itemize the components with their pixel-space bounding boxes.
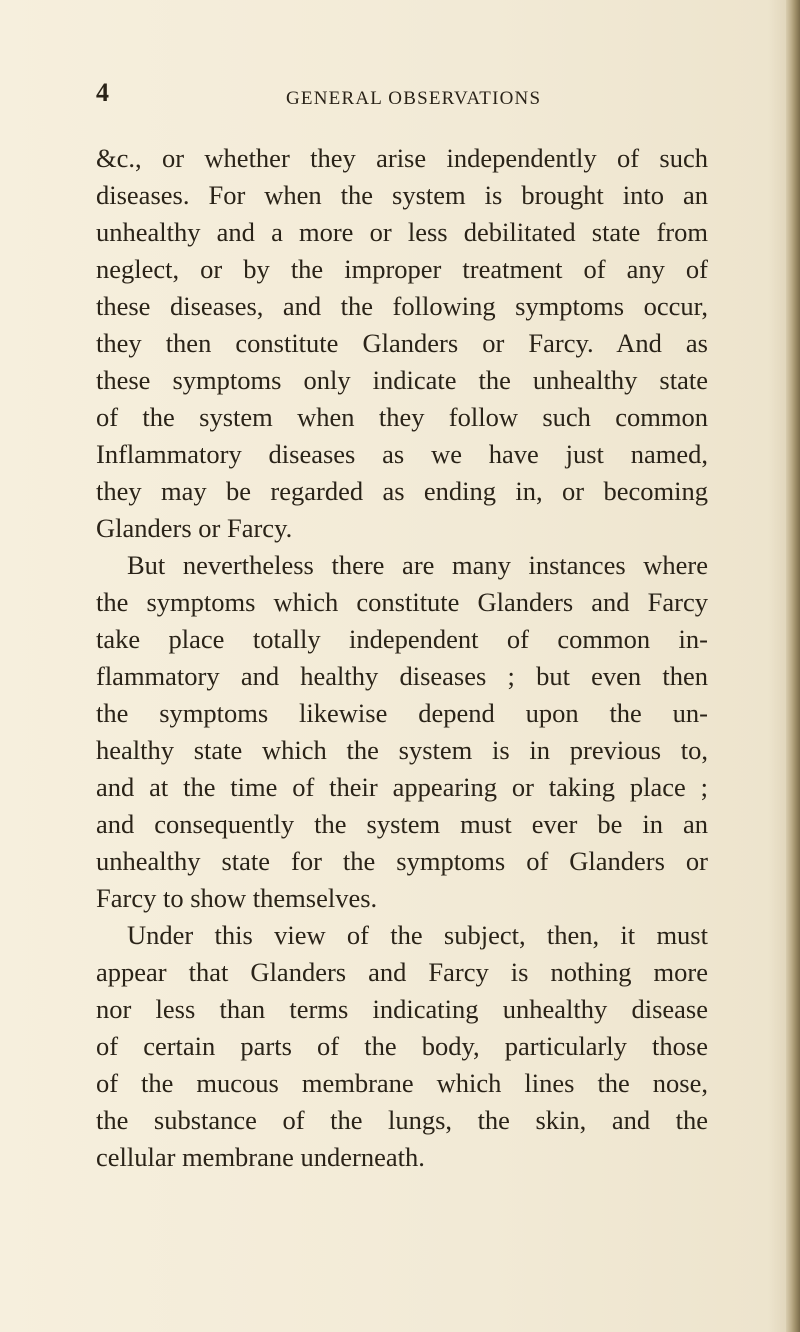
body-text xyxy=(96,140,708,1176)
text-line: and at the time of their appearing or taking place ; xyxy=(96,772,708,802)
text-line: unhealthy and a more or less debilitated state from xyxy=(96,217,708,247)
text-line: of certain parts of the body, particularly those xyxy=(96,1031,708,1061)
paragraph xyxy=(96,140,708,547)
text-line: of the system when they follow such common xyxy=(96,402,708,432)
page-number: 4 xyxy=(96,78,109,107)
text-line: the substance of the lungs, the skin, and the xyxy=(96,1105,708,1135)
paragraph xyxy=(96,917,708,1176)
running-head: GENERAL OBSERVATIONS xyxy=(286,88,542,109)
text-line: But nevertheless there are many instances where xyxy=(127,550,708,580)
text-line: the symptoms which constitute Glanders and Farcy xyxy=(96,587,708,617)
text-line: Farcy to show themselves. xyxy=(96,883,378,913)
text-line: unhealthy state for the symptoms of Glanders or xyxy=(96,846,708,876)
text-line: they then constitute Glanders or Farcy. And as xyxy=(96,328,708,358)
paragraph xyxy=(96,547,708,917)
text-line: take place totally independent of common in- xyxy=(96,624,708,654)
text-line: neglect, or by the improper treatment of any of xyxy=(96,254,708,284)
text-line: Glanders or Farcy. xyxy=(96,513,293,543)
text-line: these symptoms only indicate the unhealthy state xyxy=(96,365,708,395)
text-line: Inflammatory diseases as we have just named, xyxy=(96,439,708,469)
text-line: of the mucous membrane which lines the nose, xyxy=(96,1068,708,1098)
text-line: appear that Glanders and Farcy is nothing more xyxy=(96,957,708,987)
text-line: and consequently the system must ever be in an xyxy=(96,809,708,839)
text-line: diseases. For when the system is brought into an xyxy=(96,180,708,210)
text-line: healthy state which the system is in previous to, xyxy=(96,735,708,765)
text-line: cellular membrane underneath. xyxy=(96,1142,425,1172)
text-line: flammatory and healthy diseases ; but even then xyxy=(96,661,708,691)
text-line: &c., or whether they arise independently of such xyxy=(96,143,708,173)
text-line: these diseases, and the following symptoms occur, xyxy=(96,291,708,321)
text-line: nor less than terms indicating unhealthy disease xyxy=(96,994,708,1024)
page-edge xyxy=(786,0,800,1332)
text-line: Under this view of the subject, then, it must xyxy=(127,920,708,950)
text-line: they may be regarded as ending in, or becoming xyxy=(96,476,708,506)
text-line: the symptoms likewise depend upon the un- xyxy=(96,698,708,728)
